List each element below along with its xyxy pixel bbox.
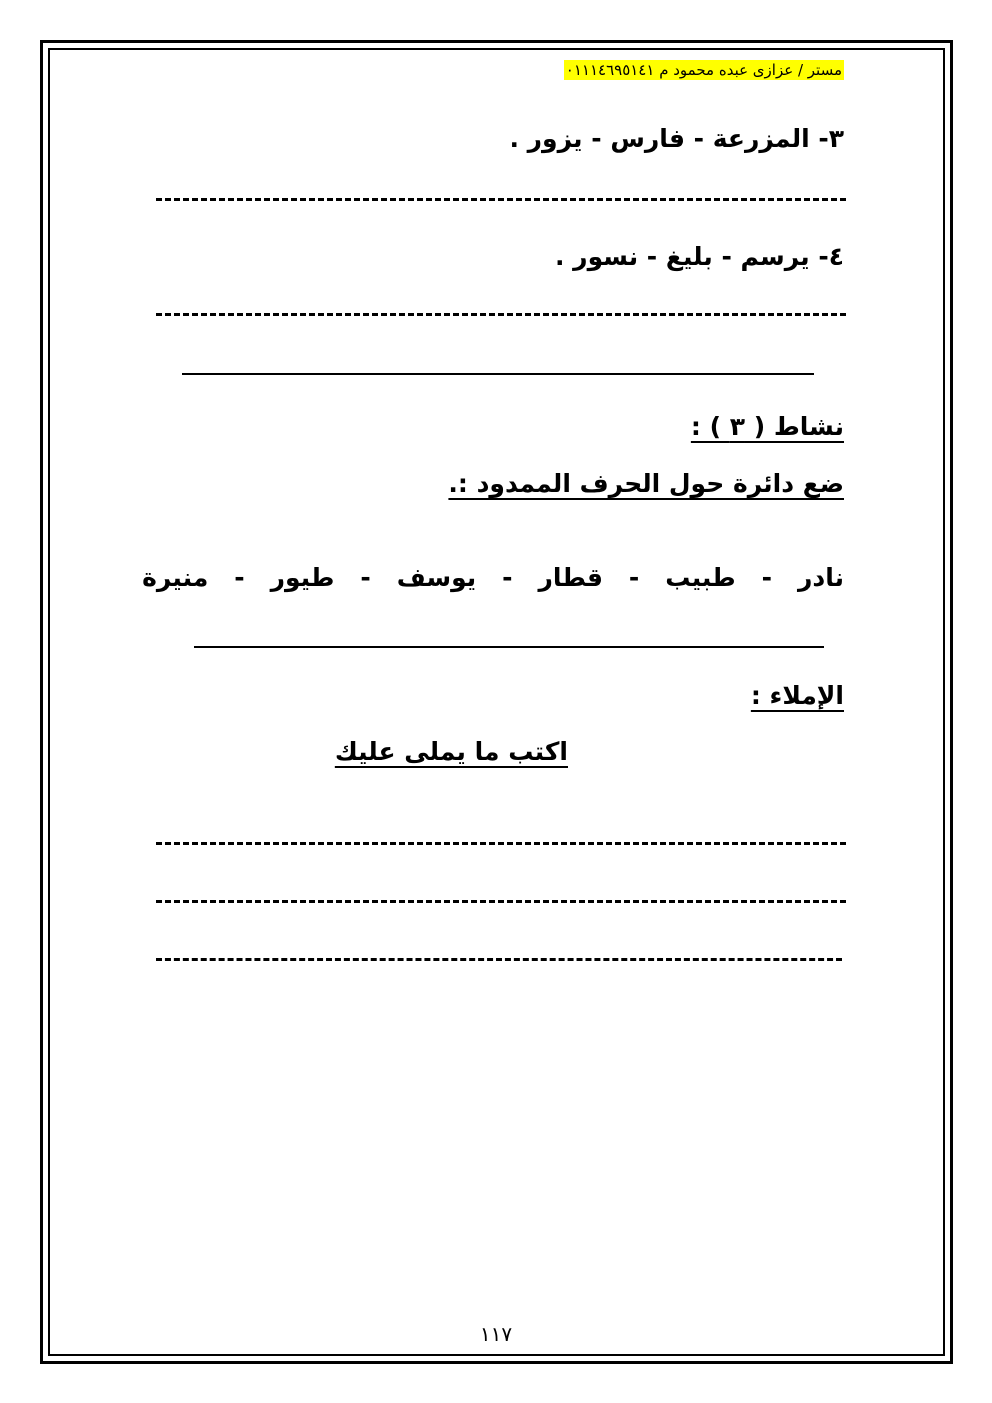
dictation-title: الإملاء : <box>750 681 844 710</box>
section-divider <box>182 373 814 375</box>
activity-instruction: ضع دائرة حول الحرف الممدود :. <box>448 469 844 498</box>
dictation-line <box>156 842 846 845</box>
word-item: نادر <box>798 562 844 592</box>
exercise-line-3: ٣- المزرعة - فارس - يزور . <box>509 124 844 153</box>
word-item: طيور <box>270 562 335 592</box>
word-item: قطار <box>538 562 603 592</box>
word-separator: - <box>628 562 640 592</box>
word-separator: - <box>502 562 513 592</box>
word-separator: - <box>761 562 773 592</box>
dictation-line <box>156 900 846 903</box>
teacher-header: مستر / عزازى عبده محمود م ٠١١١٤٦٩٥١٤١ <box>565 61 842 79</box>
word-item: يوسف <box>396 562 477 592</box>
word-separator: - <box>360 562 371 592</box>
page-number: ١١٧ <box>479 1322 513 1346</box>
word-separator: - <box>234 562 245 592</box>
word-list <box>142 560 844 594</box>
dictation-instruction: اكتب ما يملى عليك <box>334 737 568 766</box>
dictation-line <box>156 958 842 961</box>
word-item: طبيب <box>665 562 736 592</box>
exercise-line-4: ٤- يرسم - بليغ - نسور . <box>554 242 844 271</box>
activity-title: نشاط ( ٣ ) : <box>690 412 844 441</box>
answer-line <box>156 313 846 316</box>
section-divider <box>194 646 824 648</box>
word-item: منيرة <box>142 562 209 592</box>
answer-line <box>156 198 846 201</box>
